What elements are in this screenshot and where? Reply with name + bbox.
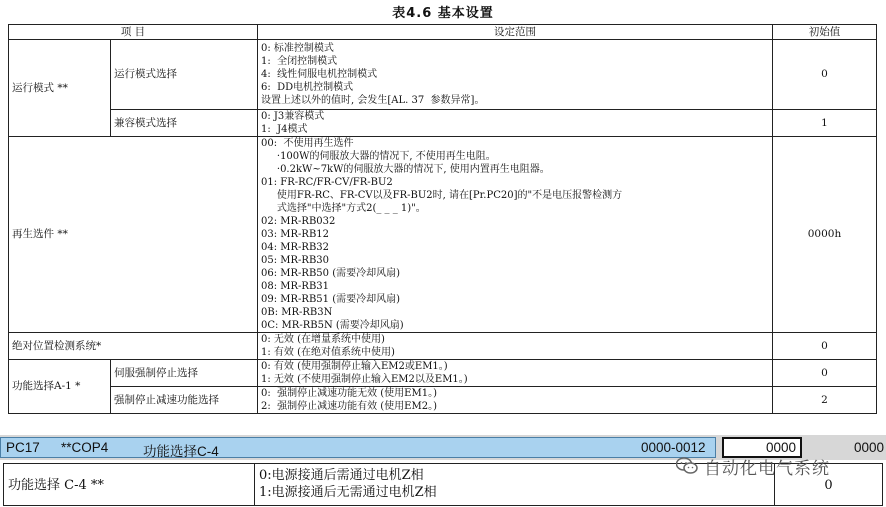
param-no: PC17	[6, 440, 40, 455]
forced-decel-label: 强制停止减速功能选择	[111, 387, 258, 414]
param-range: 0000-0012	[641, 440, 706, 455]
table-row	[9, 387, 877, 414]
forced-stop-initial: 0	[773, 360, 877, 387]
compat-mode-range: 0: J3兼容模式 1: J4模式	[258, 110, 773, 137]
watermark	[676, 454, 830, 478]
c4-range-line-1: 1:电源接通后无需通过电机Z相	[259, 485, 437, 500]
compat-mode-initial: 1	[773, 110, 877, 137]
abs-initial: 0	[773, 333, 877, 360]
c4-initial: 0	[775, 463, 883, 506]
wechat-icon	[676, 457, 698, 475]
func-a1-label: 功能选择A-1 *	[9, 360, 111, 414]
table-row	[9, 40, 877, 110]
c4-range-line-0: 0:电源接通后需通过电机Z相	[259, 468, 424, 483]
c4-label: 功能选择 C-4 **	[3, 463, 255, 506]
run-mode-initial: 0	[773, 40, 877, 110]
table-row	[9, 360, 877, 387]
table-row	[9, 333, 877, 360]
header-range: 设定范围	[258, 25, 773, 40]
forced-stop-range: 0: 有效 (使用强制停止输入EM2或EM1。) 1: 无效 (不使用强制停止输入EM2以及EM1。)	[258, 360, 773, 387]
watermark-text: 自动化电气系统	[704, 458, 830, 479]
table-header-row	[9, 25, 877, 40]
abs-label: 绝对位置检测系统*	[9, 333, 258, 360]
run-mode-range: 0: 标准控制模式 1: 全闭控制模式 4: 线性伺服电机控制模式 6: DD电机控制模式 设置上述以外的值时, 会发生[AL. 37 参数异常]。	[258, 40, 773, 110]
regen-range: 00: 不使用再生选件 ·100W的伺服放大器的情况下, 不使用再生电阻。 ·0.2kW~7kW的伺服放大器的情况下, 使用内置再生电阻器。 01: FR-RC/FR-CV/FR-BU2 使用FR-RC、FR-CV以及FR-BU2时, 请在[Pr.PC20]的"不是电压报警检测方 式选择"中选择"方式2(_ _ _ 1)"。 02: MR-RB032 03: MR-RB12 04: MR-RB32 05: MR-RB30 06: MR-RB50 (需要冷却风扇) 08: MR-RB31 09: MR-RB51 (需要冷却风扇) 0B: MR-RB3N 0C: MR-RB5N (需要冷却风扇)	[258, 137, 773, 333]
basic-settings-table	[8, 24, 877, 414]
parameter-row-pc17[interactable]	[0, 437, 716, 458]
forced-decel-initial: 2	[773, 387, 877, 414]
run-mode-select-label: 运行模式选择	[111, 40, 258, 110]
param-abbr: **COP4	[61, 440, 109, 455]
table-row	[9, 137, 877, 333]
abs-range: 0: 无效 (在增量系统中使用) 1: 有效 (在绝对值系统中使用)	[258, 333, 773, 360]
param-value-field[interactable]: 0000	[722, 437, 802, 458]
compat-mode-label: 兼容模式选择	[111, 110, 258, 137]
forced-decel-range: 0: 强制停止减速功能无效 (使用EM1。) 2: 强制停止减速功能有效 (使用EM2。)	[258, 387, 773, 414]
table-title: 表4.6 基本设置	[392, 6, 494, 21]
regen-initial: 0000h	[773, 137, 877, 333]
regen-label: 再生选件 **	[9, 137, 258, 333]
run-mode-label: 运行模式 **	[9, 40, 111, 137]
forced-stop-label: 伺服强制停止选择	[111, 360, 258, 387]
param-name: 功能选择C-4	[143, 444, 219, 459]
param-default-value: 0000	[853, 440, 884, 455]
table-row	[9, 110, 877, 137]
header-initial: 初始值	[773, 25, 877, 40]
header-item: 项 目	[9, 25, 258, 40]
